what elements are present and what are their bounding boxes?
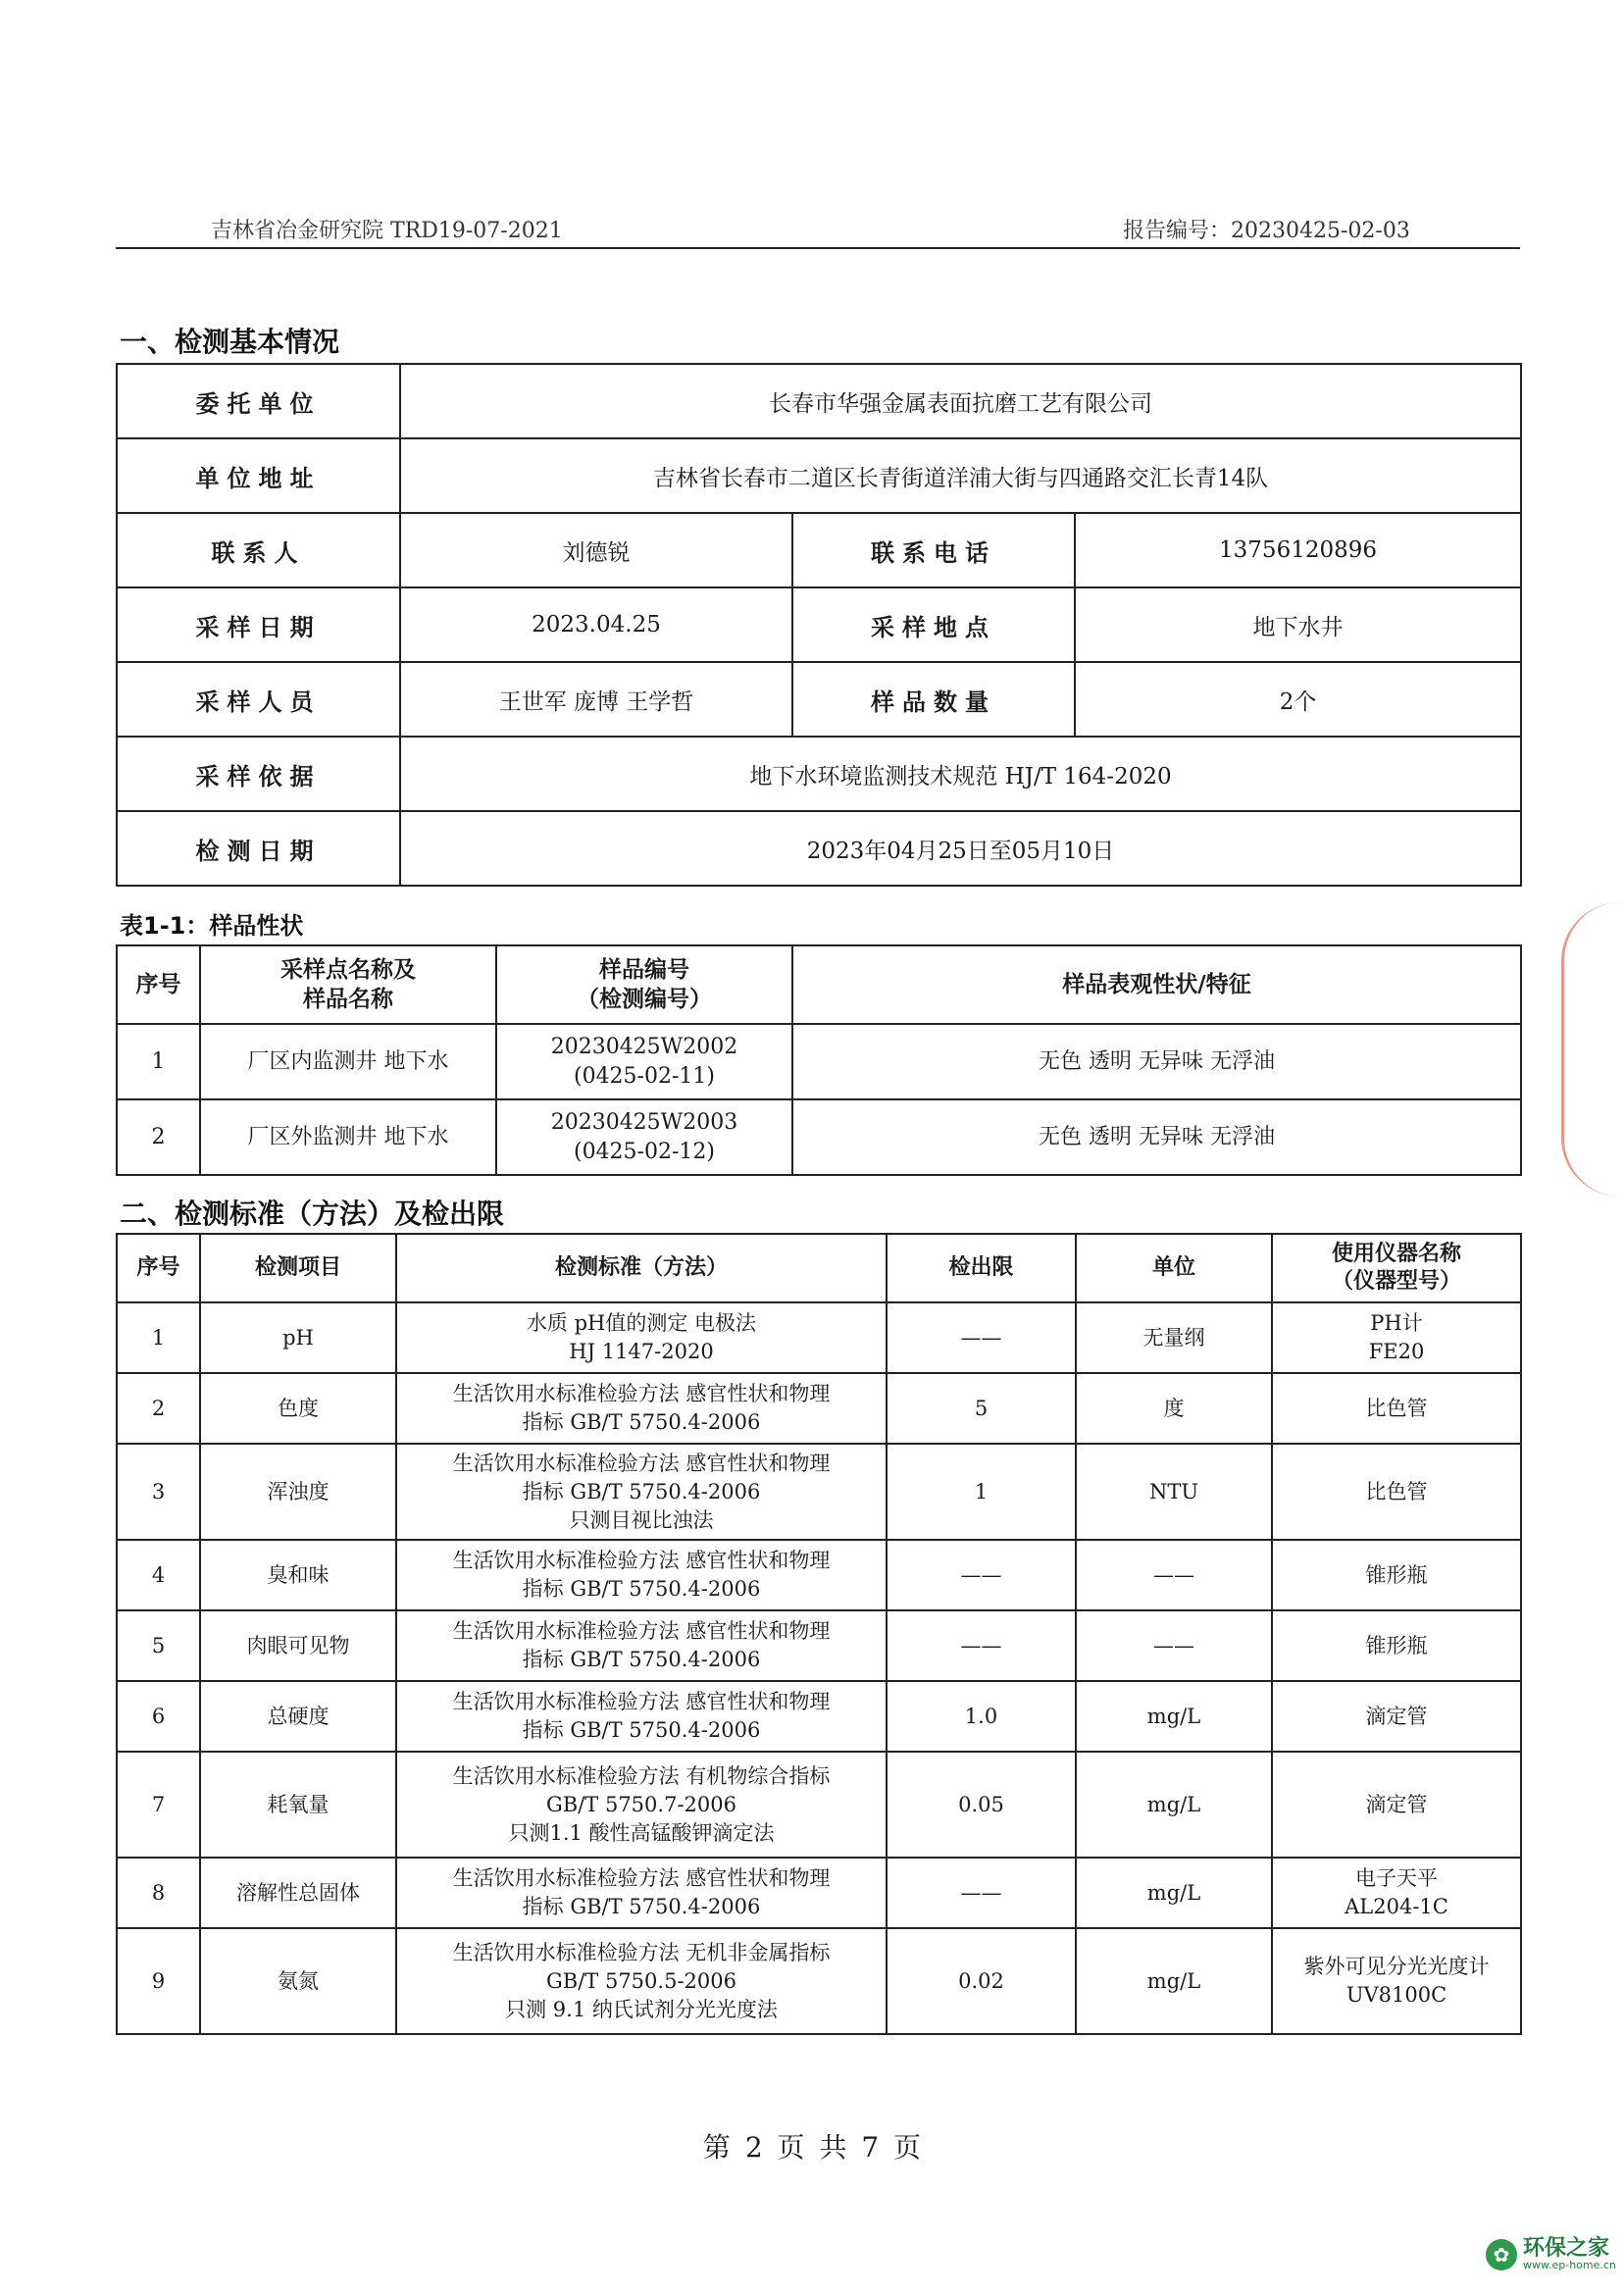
unit-cell: mg/L [1076,1858,1272,1928]
sample-site-label: 采样地点 [792,587,1075,662]
limit-cell: 1 [887,1444,1076,1540]
standard-cell-line: 只测 9.1 纳氏试剂分光光度法 [505,1997,778,2021]
col-code [496,945,792,1024]
standard-cell-line: HJ 1147-2020 [569,1340,714,1363]
address-value: 吉林省长春市二道区长青街道洋浦大街与四通路交汇长青14队 [400,438,1521,513]
seq-cell: 5 [117,1610,200,1681]
standard-cell-line: 指标 GB/T 5750.4-2006 [522,1648,761,1671]
standard-cell-line: 只测目视比浊法 [569,1507,714,1532]
seq-cell: 8 [117,1858,200,1928]
watermark-url: www.ep-home.cn [1523,2259,1616,2271]
standard-cell-line: 生活饮用水标准检验方法 感官性状和物理 [452,1619,831,1643]
address-label: 单位地址 [117,438,400,513]
seq-cell: 1 [117,1302,200,1373]
limit-cell: 5 [887,1373,1076,1444]
table-row [117,1858,1521,1928]
instrument-cell-line: 滴定管 [1365,1792,1428,1816]
code-cell [496,1099,792,1175]
seq-cell: 9 [117,1928,200,2034]
leaf-icon: ✿ [1486,2239,1517,2270]
test-date-label: 检测日期 [117,811,400,886]
sampler-label: 采样人员 [117,662,400,737]
contact-label: 联系人 [117,513,400,587]
table-row [117,737,1521,811]
standard-cell-line: 指标 GB/T 5750.4-2006 [522,1410,761,1434]
sample-properties-table [116,944,1522,1176]
basic-info-table [116,363,1522,887]
col-instrument-l2: （仪器型号） [1331,1269,1461,1294]
standard-cell-line: 生活饮用水标准检验方法 感官性状和物理 [452,1451,831,1475]
standard-cell-line: 生活饮用水标准检验方法 感官性状和物理 [452,1382,831,1405]
methods-table-body [117,1302,1521,2034]
phone-value: 13756120896 [1075,513,1521,587]
qty-value: 2个 [1075,662,1521,737]
qty-label: 样品数量 [792,662,1075,737]
col-standard: 检测标准（方法） [396,1234,887,1302]
instrument-cell-line: 紫外可见分光光度计 [1303,1955,1490,1978]
item-cell: 浑浊度 [200,1444,396,1540]
table-row [117,1610,1521,1681]
table-row [117,1373,1521,1444]
instrument-cell-line: 比色管 [1365,1396,1428,1420]
instrument-cell [1272,1373,1521,1444]
standard-cell [396,1302,887,1373]
unit-cell: —— [1076,1610,1272,1681]
item-cell: 耗氧量 [200,1752,396,1858]
seq-cell: 1 [117,1024,200,1099]
standard-cell-line: 生活饮用水标准检验方法 有机物综合指标 [452,1763,831,1788]
point-cell: 厂区内监测井 地下水 [200,1024,496,1099]
page-footer: 第 2 页 共 7 页 [702,2131,922,2164]
col-point [200,945,496,1024]
standard-cell-line: 指标 GB/T 5750.4-2006 [522,1577,761,1601]
instrument-cell-line: 锥形瓶 [1365,1562,1428,1587]
limit-cell: —— [887,1610,1076,1681]
instrument-cell-line: 电子天平 [1355,1866,1438,1890]
standard-cell-line: 指标 GB/T 5750.4-2006 [522,1718,761,1742]
table-row [117,1302,1521,1373]
standard-cell-line: GB/T 5750.5-2006 [546,1968,736,1993]
contact-value: 刘德锐 [400,513,792,587]
standard-cell [396,1928,887,2034]
client-label: 委托单位 [117,364,400,438]
col-unit: 单位 [1076,1234,1272,1302]
standard-cell [396,1540,887,1610]
standard-cell-line: 生活饮用水标准检验方法 感官性状和物理 [452,1690,831,1713]
instrument-cell-line: FE20 [1368,1340,1425,1363]
seq-cell: 4 [117,1540,200,1610]
table-row [117,662,1521,737]
table-row [117,1444,1521,1540]
instrument-cell-line: AL204-1C [1345,1895,1448,1918]
appearance-cell: 无色 透明 无异味 无浮油 [792,1024,1521,1099]
sample-code: 20230425W2002 [550,1034,738,1059]
standard-cell-line: 生活饮用水标准检验方法 感官性状和物理 [452,1549,831,1572]
header-rule [116,247,1520,249]
table-row [117,438,1521,513]
limit-cell: —— [887,1302,1076,1373]
col-item: 检测项目 [200,1234,396,1302]
seq-cell: 3 [117,1444,200,1540]
item-cell: 溶解性总固体 [200,1858,396,1928]
table-row [117,1099,1521,1175]
standard-cell-line: 指标 GB/T 5750.4-2006 [522,1479,761,1503]
item-cell: 总硬度 [200,1681,396,1752]
methods-table [116,1233,1522,2035]
watermark [1486,2238,1616,2270]
watermark-text [1523,2238,1616,2270]
item-cell: 氨氮 [200,1928,396,2034]
client-value: 长春市华强金属表面抗磨工艺有限公司 [400,364,1521,438]
instrument-cell-line: PH计 [1370,1311,1423,1335]
test-code: (0425-02-11) [573,1063,715,1089]
standard-cell-line: 生活饮用水标准检验方法 感官性状和物理 [452,1866,831,1890]
test-code: (0425-02-12) [573,1139,715,1164]
sample-site-value: 地下水井 [1075,587,1521,662]
appearance-cell: 无色 透明 无异味 无浮油 [792,1099,1521,1175]
point-cell: 厂区外监测井 地下水 [200,1099,496,1175]
col-appearance: 样品表观性状/特征 [792,945,1521,1024]
standard-cell [396,1681,887,1752]
watermark-name: 环保之家 [1523,2236,1610,2261]
col-seq: 序号 [117,1234,200,1302]
col-code-l1: 样品编号 [599,957,689,983]
item-cell: 肉眼可见物 [200,1610,396,1681]
instrument-cell-line: 比色管 [1365,1479,1428,1503]
standard-cell-line: GB/T 5750.7-2006 [546,1792,736,1816]
instrument-cell [1272,1752,1521,1858]
sampler-value: 王世军 庞博 王学哲 [400,662,792,737]
col-point-l1: 采样点名称及 [280,957,416,983]
instrument-cell-line: 锥形瓶 [1365,1633,1428,1657]
section2-title: 二、检测标准（方法）及检出限 [120,1197,505,1230]
col-code-l2: （检测编号） [577,987,712,1012]
seq-cell: 7 [117,1752,200,1858]
limit-cell: —— [887,1858,1076,1928]
table-row [117,1681,1521,1752]
standard-cell-line: 指标 GB/T 5750.4-2006 [522,1895,761,1918]
instrument-cell [1272,1681,1521,1752]
basis-value: 地下水环境监测技术规范 HJ/T 164-2020 [400,737,1521,811]
unit-cell: 无量纲 [1076,1302,1272,1373]
report-number: 报告编号：20230425-02-03 [1123,219,1410,243]
sample-date-label: 采样日期 [117,587,400,662]
table11-title: 表1-1：样品性状 [120,912,304,940]
unit-cell: mg/L [1076,1681,1272,1752]
item-cell: 臭和味 [200,1540,396,1610]
unit-cell: 度 [1076,1373,1272,1444]
item-cell: pH [200,1302,396,1373]
unit-cell: NTU [1076,1444,1272,1540]
unit-cell: mg/L [1076,1928,1272,2034]
table-row [117,1928,1521,2034]
standard-cell [396,1858,887,1928]
instrument-cell [1272,1610,1521,1681]
limit-cell: —— [887,1540,1076,1610]
unit-cell: —— [1076,1540,1272,1610]
instrument-cell-line: 滴定管 [1365,1704,1428,1728]
table-row [117,811,1521,886]
sample-date-value: 2023.04.25 [400,587,792,662]
table-row [117,1540,1521,1610]
table-header-row [117,945,1521,1024]
col-point-l2: 样品名称 [303,987,393,1012]
item-cell: 色度 [200,1373,396,1444]
phone-label: 联系电话 [792,513,1075,587]
section1-title: 一、检测基本情况 [120,326,340,358]
table-row [117,1024,1521,1099]
standard-cell [396,1373,887,1444]
instrument-cell-line: UV8100C [1345,1983,1447,2007]
sample-code: 20230425W2003 [550,1109,738,1135]
seq-cell: 2 [117,1099,200,1175]
seq-cell: 6 [117,1681,200,1752]
limit-cell: 0.05 [887,1752,1076,1858]
table-row [117,364,1521,438]
standard-cell-line: 生活饮用水标准检验方法 无机非金属指标 [452,1940,831,1964]
standard-cell-line: 只测1.1 酸性高锰酸钾滴定法 [508,1820,775,1845]
unit-cell: mg/L [1076,1752,1272,1858]
instrument-cell [1272,1540,1521,1610]
red-seal-edge [1561,902,1623,1197]
table-row [117,513,1521,587]
col-instrument-l1: 使用仪器名称 [1331,1242,1461,1266]
instrument-cell [1272,1444,1521,1540]
standard-cell [396,1444,887,1540]
table-row [117,1752,1521,1858]
table-header-row [117,1234,1521,1302]
standard-cell-line: 水质 pH值的测定 电极法 [526,1311,757,1335]
col-seq: 序号 [117,945,200,1024]
col-instrument [1272,1234,1521,1302]
instrument-cell [1272,1928,1521,2034]
instrument-cell [1272,1858,1521,1928]
table-row [117,587,1521,662]
standard-cell [396,1752,887,1858]
header-institute: 吉林省冶金研究院 TRD19-07-2021 [211,219,563,243]
code-cell [496,1024,792,1099]
seq-cell: 2 [117,1373,200,1444]
test-date-value: 2023年04月25日至05月10日 [400,811,1521,886]
limit-cell: 0.02 [887,1928,1076,2034]
instrument-cell [1272,1302,1521,1373]
limit-cell: 1.0 [887,1681,1076,1752]
basis-label: 采样依据 [117,737,400,811]
standard-cell [396,1610,887,1681]
col-limit: 检出限 [887,1234,1076,1302]
